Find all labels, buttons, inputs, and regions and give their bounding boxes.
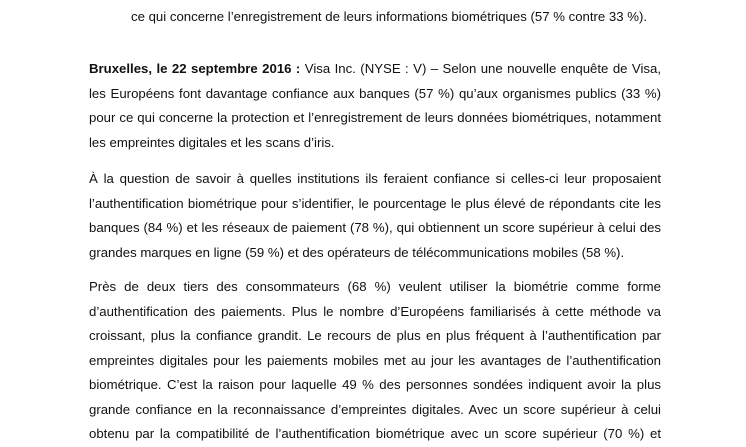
- bullet-continuation-text: ce qui concerne l’enregistrement de leurs informations biométriques (57 % contre 33 %).: [131, 9, 648, 24]
- paragraph-line: Près de deux tiers des consommateurs (68 %) veulent utiliser la biométrie comme forme: [89, 279, 661, 294]
- dateline: Bruxelles, le 22 septembre 2016 :: [89, 61, 301, 76]
- press-paragraph-2: [89, 167, 661, 265]
- paragraph-line: À la question de savoir à quelles institutions ils feraient confiance si celles-ci leur proposaient: [89, 171, 661, 186]
- press-paragraph-3: [89, 275, 661, 447]
- paragraph-line: obtenu par la compatibilité de l’authentification biométrique avec un score supérieur (70 %) et: [89, 426, 661, 441]
- paragraph-line: empreintes digitales pour les paiements mobiles met au jour les avantages de l’authentification: [89, 352, 661, 368]
- press-paragraph-1: [89, 57, 661, 155]
- paragraph-line: [89, 57, 661, 82]
- paragraph-line: pour ce qui concerne la protection et l’enregistrement de leurs données biométriques, notamment: [89, 110, 661, 125]
- paragraph-text: Visa Inc. (NYSE : V) – Selon une nouvelle enquête de Visa,: [300, 61, 662, 76]
- paragraph-line: grande confiance en la reconnaissance d’empreintes digitales. Avec un score supérieur à celui: [89, 401, 661, 417]
- paragraph-line: biométrique. C’est la raison pour laquelle 49 % des personnes sondées indiquent avoir la plus: [89, 377, 661, 392]
- paragraph-line: croissant, plus la confiance grandit. Le recours de plus en plus fréquent à l’authentification par: [89, 328, 661, 343]
- paragraph-line: grandes marques en ligne (59 %) et des opérateurs de télécommunications mobiles (58 %).: [89, 244, 625, 260]
- paragraph-line: d’authentification des paiements. Plus le nombre d’Européens familiarisés à cette méthode va: [89, 303, 661, 319]
- paragraph-line: l’authentification biométrique pour s’identifier, le pourcentage le plus élevé de répondants cite les: [89, 195, 661, 211]
- paragraph-line: les empreintes digitales et les scans d’iris.: [89, 134, 335, 150]
- paragraph-line: les Européens font davantage confiance aux banques (57 %) qu’aux organismes publics (33 %): [89, 85, 661, 101]
- paragraph-line: banques (84 %) et les réseaux de paiement (78 %), qui obtiennent un score supérieur à celui des: [89, 220, 661, 235]
